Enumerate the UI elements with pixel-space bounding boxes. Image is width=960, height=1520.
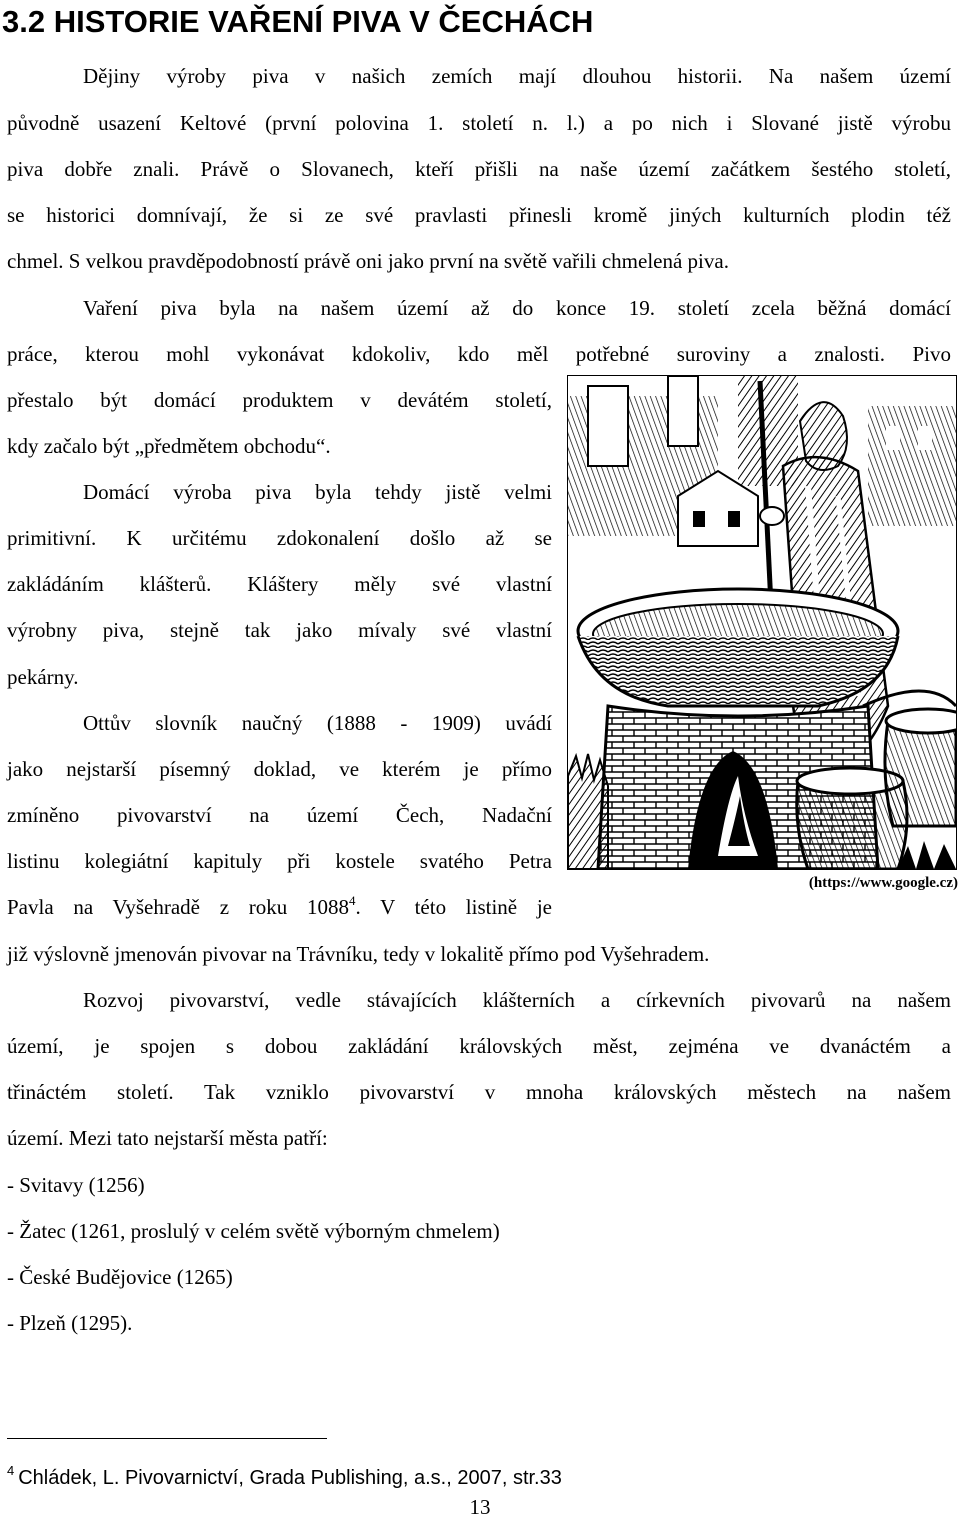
line-text: . V této listině je (355, 895, 552, 919)
figure-caption: (https://www.google.cz) (808, 875, 958, 891)
paragraph-line (7, 893, 552, 921)
footnote-reference: 4 (348, 893, 356, 908)
paragraph-line: práce, kterou mohl vykonávat kdokoliv, kdo měl potřebné suroviny a znalosti. Pivo (7, 342, 951, 366)
paragraph-line: Vaření piva byla na našem území až do konce 19. století zcela běžná domácí (83, 296, 951, 320)
paragraph-line: primitivní. K určitému zdokonalení došlo až se (7, 526, 552, 550)
page-number: 13 (469, 1495, 491, 1519)
list-item: - České Budějovice (1265) (7, 1265, 233, 1289)
list-item: - Plzeň (1295). (7, 1311, 133, 1335)
footnote-text: Chládek, L. Pivovarnictví, Grada Publishing, a.s., 2007, str.33 (18, 1467, 562, 1489)
list-item: - Svitavy (1256) (7, 1173, 145, 1197)
paragraph-line: Ottův slovník naučný (1888 - 1909) uvádí (83, 711, 552, 735)
paragraph-line: území, je spojen s dobou zakládání královských měst, zejména ve dvanáctém a (7, 1034, 951, 1058)
paragraph-line: piva dobře znali. Právě o Slovanech, kteří přišli na naše území začátkem šestého století, (7, 157, 951, 181)
paragraph-line: Dějiny výroby piva v našich zemích mají dlouhou historii. Na našem území (83, 64, 951, 88)
paragraph-line: původně usazení Keltové (první polovina 1. století n. l.) a po nich i Slované jistě výrobu (7, 111, 951, 135)
footnote (7, 1465, 562, 1493)
paragraph-line: Rozvoj pivovarství, vedle stávajících klášterních a církevních pivovarů na našem (83, 988, 951, 1012)
paragraph-line: chmel. S velkou pravděpodobností právě oni jako první na světě vařili chmelená piva. (7, 249, 729, 273)
paragraph-line: přestalo být domácí produktem v devátém století, (7, 388, 552, 412)
paragraph-line: kdy začalo být „předmětem obchodu“. (7, 434, 331, 458)
cauldron (578, 589, 898, 706)
monk-brewing-illustration (567, 375, 957, 870)
list-item: - Žatec (1261, proslulý v celém světě výborným chmelem) (7, 1219, 500, 1243)
paragraph-line: se historici domnívají, že si ze své pravlasti přinesli kromě jiných kulturních plodin též (7, 203, 951, 227)
line-text: Pavla na Vyšehradě z roku 1088 (7, 895, 349, 919)
paragraph-line: výrobny piva, stejně tak jako mívaly své vlastní (7, 618, 552, 642)
paragraph-line: Domácí výroba piva byla tehdy jistě velmi (83, 480, 552, 504)
paragraph-line: jako nejstarší písemný doklad, ve kterém je přímo (7, 757, 552, 781)
paragraph-line: již výslovně jmenován pivovar na Trávníku, tedy v lokalitě přímo pod Vyšehradem. (7, 942, 710, 966)
footnote-divider (7, 1438, 327, 1439)
paragraph-line: třináctém století. Tak vzniklo pivovarství v mnoha královských městech na našem (7, 1080, 951, 1104)
paragraph-line: území. Mezi tato nejstarší města patří: (7, 1126, 328, 1150)
paragraph-line: pekárny. (7, 665, 79, 689)
paragraph-line: listinu kolegiátní kapituly při kostele svatého Petra (7, 849, 552, 873)
paragraph-line: zakládáním klášterů. Kláštery měly své vlastní (7, 572, 552, 596)
paragraph-line: zmíněno pivovarství na území Čech, Nadační (7, 803, 552, 827)
section-heading: 3.2 HISTORIE VAŘENÍ PIVA V ČECHÁCH (2, 4, 594, 39)
footnote-number: 4 (7, 1463, 15, 1478)
